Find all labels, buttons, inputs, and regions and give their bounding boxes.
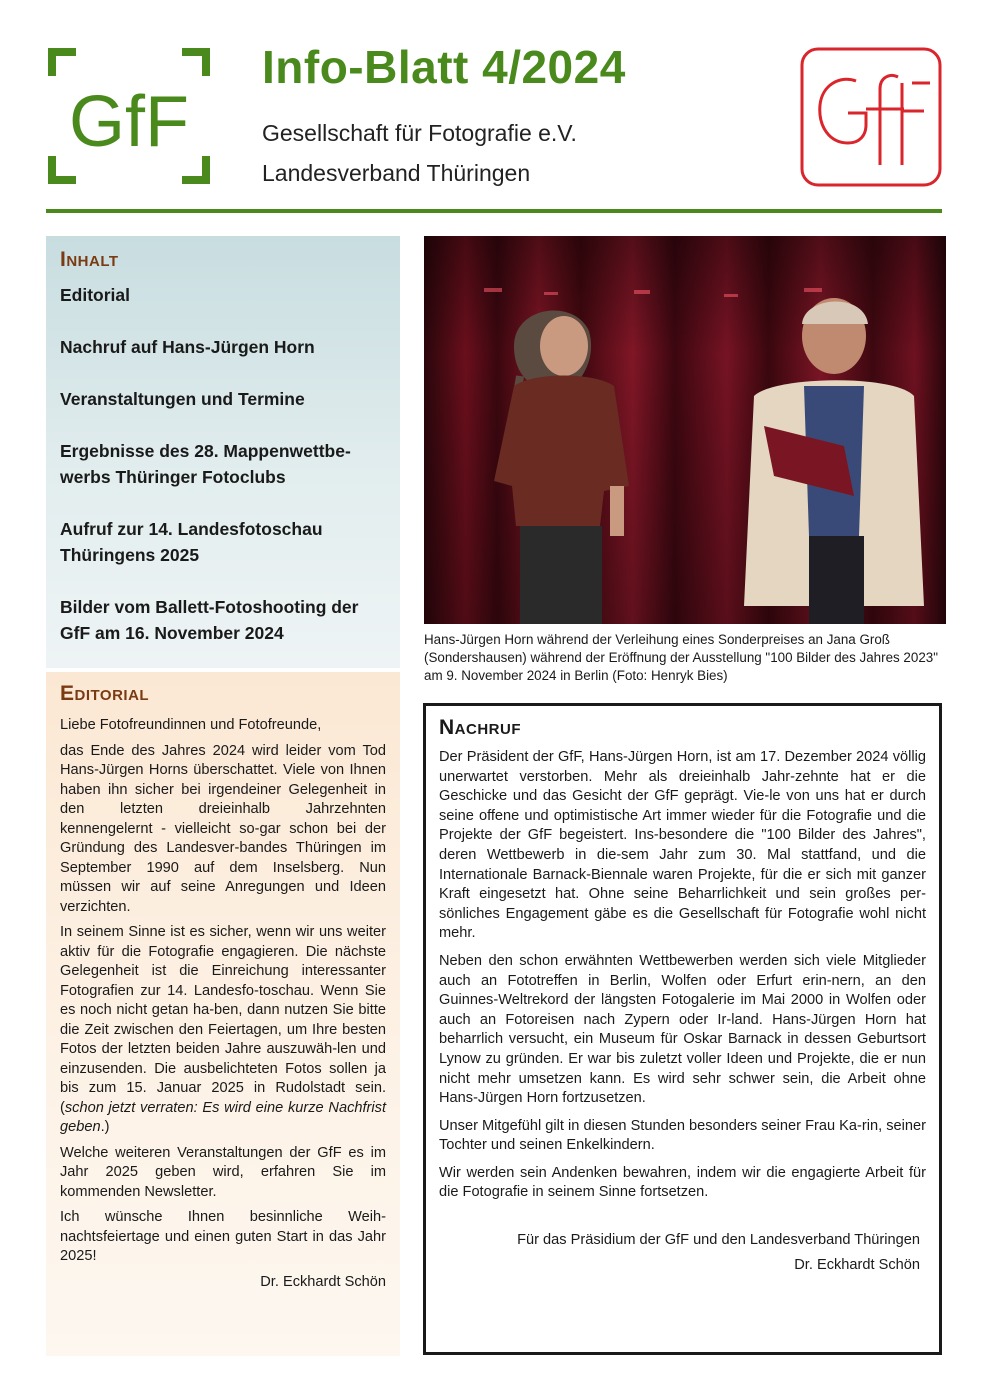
nachruf-paragraph: Unser Mitgefühl gilt in diesen Stunden besonders seiner Frau Ka-rin, seiner Tochter und seinen Enkelkindern. xyxy=(439,1117,926,1154)
toc-item-landesfotoschau[interactable]: Aufruf zur 14. Landesfotoschau Thüringens 2025 xyxy=(60,519,323,565)
editorial-greeting: Liebe Fotofreundinnen und Fotofreunde, xyxy=(60,717,322,733)
toc-item-editorial[interactable]: Editorial xyxy=(60,285,131,305)
page-subtitle xyxy=(262,113,577,193)
toc-item-nachruf[interactable]: Nachruf auf Hans-Jürgen Horn xyxy=(60,337,315,357)
gff-logo-green xyxy=(46,46,212,186)
toc-heading: Inhalt xyxy=(60,248,119,271)
toc-item-ballett[interactable]: Bilder vom Ballett-Fotoshooting der GfF am 16. November 2024 xyxy=(60,597,359,643)
gff-logo-red xyxy=(800,47,942,187)
nachruf-paragraph: Der Präsident der GfF, Hans-Jürgen Horn, ist am 17. Dezember 2024 völlig unerwartet verstorben. Mehr als dreieinhalb Jahr-zehnte hat er die Geschicke und das Gesicht der GfF geprägt. Vie-le von uns hat er durch seine offene und optimistische Art immer wieder für die Fotografie und die Projekte der GfF begeistert. Ins-besondere die "100 Bilder des Jahres", deren Wettbewerb in die-sem Jahr zum 30. Mal stattfand, und die Internationale Barnack-Biennale waren Projekte, für die er sich mit ganzer Kraft eingesetzt hat. Ohne seine Beharrlichkeit und sein großes per-sönliches Engagement gäbe es die Gesellschaft für Fotografie wohl nicht mehr. xyxy=(439,749,926,942)
toc-item-mappenwettbewerb[interactable]: Ergebnisse des 28. Mappenwettbe-werbs Thüringer Fotoclubs xyxy=(60,441,351,487)
nachruf-signature-org: Für das Präsidium der GfF und den Landesverband Thüringen xyxy=(517,1232,920,1249)
photo-caption: Hans-Jürgen Horn während der Verleihung eines Sonderpreises an Jana Groß (Sondershausen) während der Eröffnung der Ausstellung "100 Bilder des Jahres 2023" am 9. November 2024 in Berlin (Foto: Henryk Bies) xyxy=(424,632,938,683)
subtitle-region: Landesverband Thüringen xyxy=(262,160,531,186)
table-of-contents xyxy=(46,236,400,668)
subtitle-society: Gesellschaft für Fotografie e.V. xyxy=(262,120,577,146)
nachruf-paragraph: Neben den schon erwähnten Wettbewerben werden sich viele Mitglieder auch an Fototreffen in Berlin, Wolfen oder Erfurt erin-nern, an den Guinnes-Weltrekord der längsten Fotogalerie im Mai 2000 in Wolfen oder auch an Fotoreisen nach Zypern oder Ir-land. Hans-Jürgen Horn hat beharrlich versucht, ein Museum für Oskar Barnack in dessen Geburtsort Lynow zu gründen. Er war bis zuletzt voller Ideen und Projekte, die er nun nicht mehr umsetzen kann. Es wird sehr schwer sein, die Arbeit ohne Hans-Jürgen Horn fortzusetzen. xyxy=(439,952,926,1107)
award-photo xyxy=(424,236,946,624)
editorial-heading: Editorial xyxy=(60,682,150,705)
header-divider xyxy=(46,209,942,213)
nachruf-box xyxy=(423,703,942,1355)
svg-text:GfF: GfF xyxy=(69,82,189,162)
editorial-paragraph: In seinem Sinne ist es sicher, wenn wir uns weiter aktiv für die Fotografie engagieren. Die nächste Gelegenheit ist die Einreichung interessanter Fotografien zur 14. Landesfo-toschau. Wenn Sie es noch nicht getan ha-ben, dann nutzen Sie bitte die Zeit zwischen den Feiertagen, um Ihre besten Fotos der letzten beiden Jahre auszuwäh-len und einzusenden. Die ausbelichteten Fotos sollen ja bis zum 15. Januar 2025 in Rudolstadt sein. (schon jetzt verraten: Es wird eine kurze Nachfrist geben.) xyxy=(60,924,386,1135)
nachruf-paragraph: Wir werden sein Andenken bewahren, indem wir die engagierte Arbeit für die Fotografie in seinem Sinne fortsetzen. xyxy=(439,1164,926,1201)
page-title: Info-Blatt 4/2024 xyxy=(262,41,626,93)
nachruf-heading: Nachruf xyxy=(439,716,521,739)
editorial-signature: Dr. Eckhardt Schön xyxy=(260,1273,386,1290)
editorial-paragraph: das Ende des Jahres 2024 wird leider vom Tod Hans-Jürgen Horns überschattet. Viele von Ihnen haben ihn sicher bei irgendeiner Gelegenheit in den letzten dreieinhalb Jahrzehnten kennengelernt - vielleicht so-gar schon bei der Gründung des Landesver-bandes Thüringen im September 1990 auf dem Inselsberg. Nun müssen wir auf seine Anregungen und Ideen verzichten. xyxy=(60,742,386,915)
editorial-paragraph: Ich wünsche Ihnen besinnliche Weih-nachtsfeiertage und einen guten Start in das Jahr 2025! xyxy=(60,1209,386,1264)
toc-item-termine[interactable]: Veranstaltungen und Termine xyxy=(60,389,305,409)
editorial-section xyxy=(46,672,400,1356)
nachruf-signature-name: Dr. Eckhardt Schön xyxy=(794,1257,920,1274)
editorial-paragraph: Welche weiteren Veranstaltungen der GfF es im Jahr 2025 geben wird, erfahren Sie im kommenden Newsletter. xyxy=(60,1144,386,1200)
